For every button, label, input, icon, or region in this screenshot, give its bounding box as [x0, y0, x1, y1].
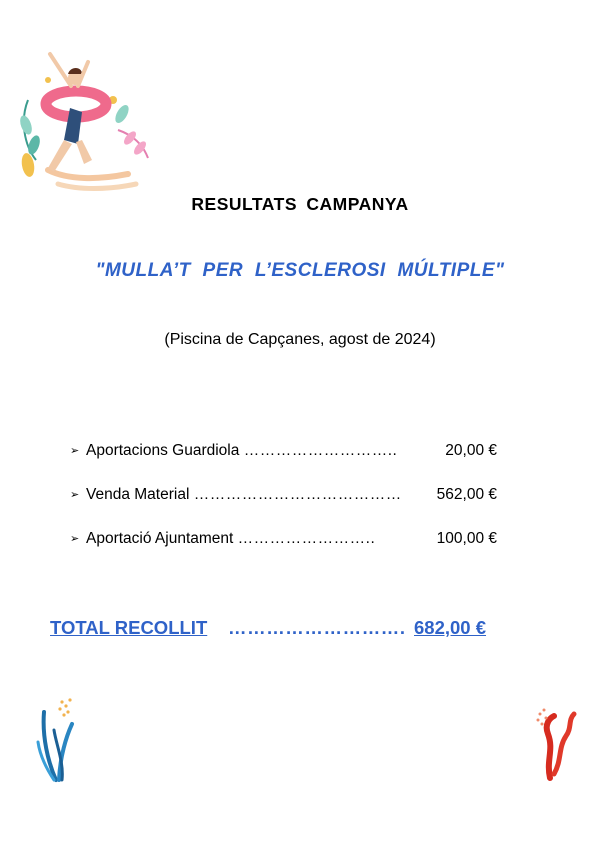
arrow-bullet-icon: ➢	[70, 533, 80, 545]
total-amount: 682,00 €	[414, 617, 487, 638]
list-item	[70, 484, 500, 506]
arrow-bullet-icon: ➢	[70, 489, 80, 501]
total-label: TOTAL RECOLLIT	[50, 617, 208, 638]
list-item	[70, 440, 500, 462]
item-amount: 20,00 €	[445, 442, 497, 459]
item-label: Aportacions Guardiola	[86, 442, 240, 459]
swimmer-illustration-icon	[18, 40, 152, 192]
contributions-list	[70, 440, 500, 572]
page-heading: RESULTATS CAMPANYA	[191, 194, 409, 214]
item-label: Venda Material	[86, 486, 190, 503]
dot-leader: ………………………..	[243, 442, 398, 459]
item-label: Aportació Ajuntament	[86, 530, 234, 547]
item-amount: 100,00 €	[436, 530, 497, 547]
blue-plant-illustration-icon	[26, 682, 82, 800]
list-item	[70, 528, 500, 550]
campaign-title: "MULLA’T PER L’ESCLEROSI MÚLTIPLE"	[95, 260, 505, 281]
dot-leader: …………………………………	[193, 486, 402, 503]
dot-leader: ……………………..	[237, 530, 376, 547]
total-dot-leader: ……………………….	[228, 617, 406, 638]
item-amount: 562,00 €	[436, 486, 497, 503]
event-subtitle: (Piscina de Capçanes, agost de 2024)	[164, 331, 436, 348]
red-coral-illustration-icon	[528, 700, 584, 786]
arrow-bullet-icon: ➢	[70, 445, 80, 457]
